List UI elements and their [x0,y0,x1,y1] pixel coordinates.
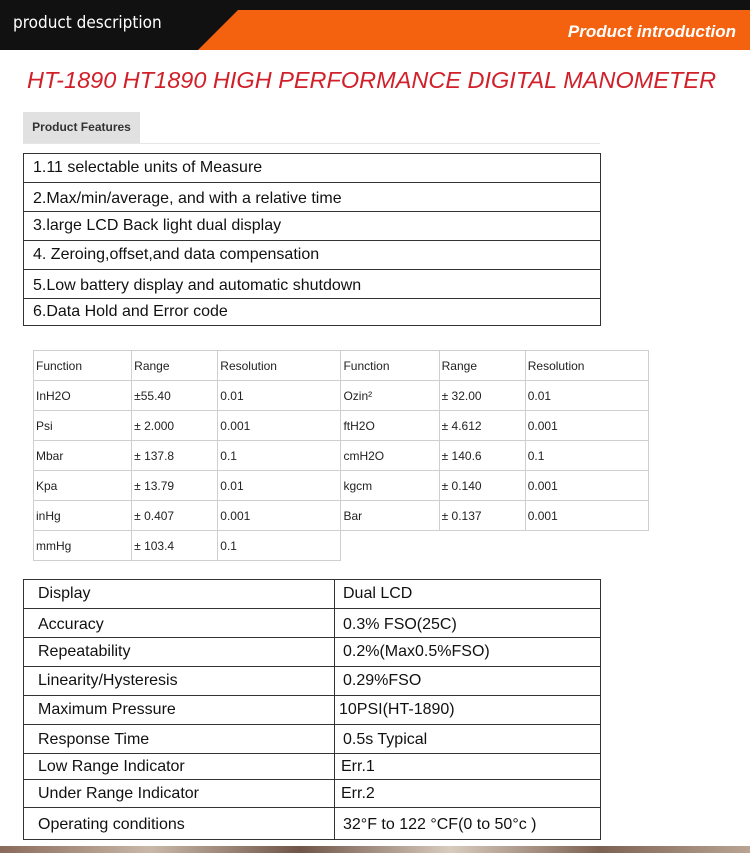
param-value: 32°F to 122 °CF(0 to 50°c ) [335,808,601,840]
range-cell: ± 140.6 [439,441,525,471]
param-row [24,638,601,667]
resolution-cell: 0.1 [525,441,648,471]
range-cell: ± 0.140 [439,471,525,501]
resolution-cell: 0.01 [218,471,341,501]
features-table [23,153,601,326]
feature-cell: 2.Max/min/average, and with a relative time [24,183,601,212]
banner-right-label: Product introduction [567,22,736,41]
header-cell: Function [341,351,439,381]
param-value: 0.2%(Max0.5%FSO) [335,638,601,667]
param-key: Low Range Indicator [24,754,335,780]
feature-row [24,241,601,270]
units-row [34,501,649,531]
unit-cell: cmH2O [341,441,439,471]
resolution-cell: 0.001 [525,411,648,441]
param-row [24,780,601,808]
units-row [34,411,649,441]
feature-row [24,270,601,299]
unit-cell: Mbar [34,441,132,471]
param-key: Repeatability [24,638,335,667]
range-cell: ± 4.612 [439,411,525,441]
param-value: Err.2 [335,780,601,808]
empty-cell [341,531,439,561]
resolution-cell: 0.001 [525,501,648,531]
feature-row [24,299,601,326]
unit-cell: inHg [34,501,132,531]
unit-cell: Ozin² [341,381,439,411]
resolution-cell: 0.1 [218,441,341,471]
range-cell: ± 32.00 [439,381,525,411]
units-row [34,441,649,471]
banner-dark-top-strip [0,0,750,10]
feature-row [24,154,601,183]
unit-cell: Psi [34,411,132,441]
resolution-cell: 0.001 [525,471,648,501]
header-cell: Resolution [218,351,341,381]
param-row [24,696,601,725]
units-row [34,381,649,411]
unit-cell: kgcm [341,471,439,501]
unit-cell: Bar [341,501,439,531]
param-key: Operating conditions [24,808,335,840]
header-cell: Range [132,351,218,381]
unit-cell: Kpa [34,471,132,501]
range-cell: ± 13.79 [132,471,218,501]
units-header-row [34,351,649,381]
range-cell: ± 2.000 [132,411,218,441]
param-row [24,725,601,754]
feature-row [24,183,601,212]
resolution-cell: 0.1 [218,531,341,561]
param-row [24,754,601,780]
product-title: HT-1890 HT1890 HIGH PERFORMANCE DIGITAL MANOMETER [27,67,717,93]
resolution-cell: 0.01 [218,381,341,411]
range-cell: ± 0.407 [132,501,218,531]
banner-left-label: product description [13,13,162,33]
resolution-cell: 0.001 [218,411,341,441]
range-cell: ± 137.8 [132,441,218,471]
param-value: Dual LCD [335,580,601,609]
param-key: Maximum Pressure [24,696,335,725]
tab-product-features[interactable]: Product Features [23,112,140,143]
param-value: 0.29%FSO [335,667,601,696]
range-cell: ± 103.4 [132,531,218,561]
units-row [34,471,649,501]
resolution-cell: 0.01 [525,381,648,411]
param-row [24,609,601,638]
header-cell: Resolution [525,351,648,381]
param-value: 0.5s Typical [335,725,601,754]
param-value: 10PSI(HT-1890) [335,696,601,725]
resolution-cell: 0.001 [218,501,341,531]
param-key: Response Time [24,725,335,754]
units-table [33,350,649,561]
header-cell: Range [439,351,525,381]
param-key: Accuracy [24,609,335,638]
param-key: Under Range Indicator [24,780,335,808]
param-row [24,667,601,696]
feature-cell: 5.Low battery display and automatic shutdown [24,270,601,299]
parameters-table [23,579,601,840]
empty-cell [525,531,648,561]
tab-underline [23,143,600,144]
units-row [34,531,649,561]
param-key: Linearity/Hysteresis [24,667,335,696]
param-row [24,808,601,840]
header-cell: Function [34,351,132,381]
feature-cell: 3.large LCD Back light dual display [24,212,601,241]
range-cell: ± 0.137 [439,501,525,531]
feature-cell: 4. Zeroing,offset,and data compensation [24,241,601,270]
feature-row [24,212,601,241]
bottom-image-strip [0,846,750,853]
unit-cell: InH2O [34,381,132,411]
param-value: 0.3% FSO(25C) [335,609,601,638]
unit-cell: ftH2O [341,411,439,441]
feature-cell: 1.11 selectable units of Measure [24,154,601,183]
range-cell: ±55.40 [132,381,218,411]
param-row [24,580,601,609]
header-banner [0,0,750,50]
param-key: Display [24,580,335,609]
feature-cell: 6.Data Hold and Error code [24,299,601,326]
empty-cell [439,531,525,561]
param-value: Err.1 [335,754,601,780]
unit-cell: mmHg [34,531,132,561]
